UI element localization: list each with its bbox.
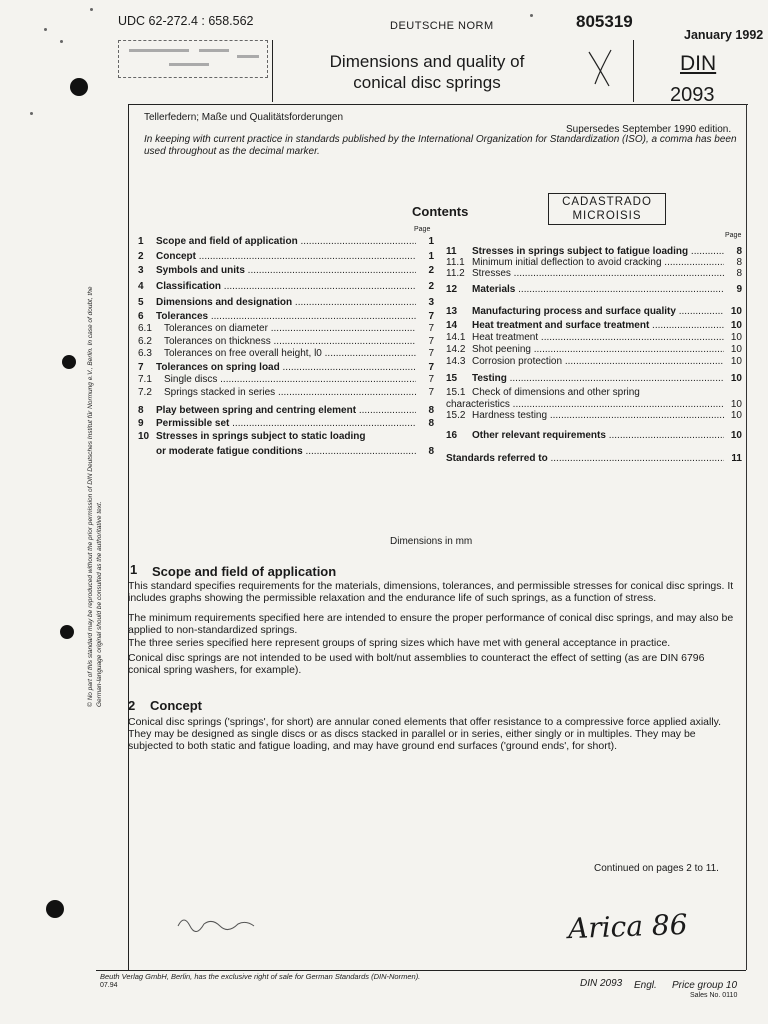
toc-entry-page: 10 [730,410,742,421]
toc-entry-page: 1 [428,251,434,262]
toc-entry-number: 7.2 [138,387,152,398]
toc-entry-title: Stresses ..... [472,268,724,279]
toc-entry-page: 7 [428,387,434,398]
toc-entry [446,399,742,410]
toc-entry-page: 7 [428,323,434,334]
toc-entry-number: 7 [138,362,144,373]
frame-line [746,104,747,970]
toc-entry [138,348,434,359]
toc-entry-title: or moderate fatigue conditions ..... [156,446,416,457]
toc-entry-title: Springs stacked in series ..... [164,387,416,398]
stamp-line1: CADASTRADO [562,196,652,208]
toc-entry-title: Standards referred to ..... [446,453,724,464]
section-1-paragraph: Conical disc springs are not intended to be used with bolt/nut assemblies to counteract the effect of setting (as are DIN 6796 conical spring washers, for example). [128,652,705,676]
toc-entry-title: Tolerances ..... [156,311,416,322]
document-title-line2: conical disc springs [353,73,501,92]
toc-entry [138,405,434,416]
toc-entry-page: 7 [428,374,434,385]
footer-language: Engl. [634,980,657,991]
section-2-number: 2 [128,698,136,713]
toc-entry-page: 10 [730,306,742,317]
toc-entry-title: Tolerances on thickness ..... [164,336,416,347]
toc-entry-number: 2 [138,251,144,262]
continued-note: Continued on pages 2 to 11. [594,863,719,874]
toc-entry-number: 9 [138,418,144,429]
din-label: DIN [680,52,717,75]
scan-speck [60,40,63,43]
footer-price-group: Price group 10 [672,980,738,991]
udc-code: UDC 62-272.4 : 658.562 [118,14,254,28]
toc-entry-title: Dimensions and designation ..... [156,297,416,308]
toc-entry-page: 1 [428,236,434,247]
toc-entry-page: 2 [428,281,434,292]
toc-entry [446,246,742,257]
toc-entry-number: 14.1 [446,332,466,343]
toc-entry-page: 8 [736,268,742,279]
toc-entry-number: 1 [138,236,144,247]
handwritten-signature: Arica 86 [567,907,689,946]
toc-entry-title: Tolerances on free overall height, l0 ..... [164,348,416,359]
toc-entry-title: Symbols and units ..... [156,265,416,276]
toc-entry-page: 10 [730,356,742,367]
toc-entry [138,431,434,442]
footer-din-ref: DIN 2093 [580,978,623,989]
toc-entry [446,306,742,317]
toc-entry-title: Play between spring and centring element ..... [156,405,416,416]
section-1-title: Scope and field of application [152,564,337,579]
publisher-note: Beuth Verlag GmbH, Berlin, has the exclusive right of sale for German Standards (DIN-Normen). [100,972,421,981]
scan-mark [60,625,74,639]
section-1-paragraph: This standard specifies requirements for the materials, dimensions, tolerances, and permissible stresses for conical disc springs. It includes graphs showing the permissible relaxation and the endurance life of such springs, as a function of stress. [128,580,734,604]
toc-entry [138,251,434,262]
toc-entry [446,410,742,421]
toc-entry-title: Minimum initial deflection to avoid cracking ..... [472,257,724,268]
toc-entry-page: 10 [730,332,742,343]
toc-entry-title: Classification ..... [156,281,416,292]
toc-entry-number: 8 [138,405,144,416]
toc-entry [446,356,742,367]
toc-entry-title: Tolerances on diameter ..... [164,323,416,334]
toc-entry-title: Heat treatment and surface treatment ..... [472,320,724,331]
toc-entry [138,265,434,276]
toc-entry-title: characteristics ..... [446,399,724,410]
scan-speck [30,112,33,115]
toc-entry-title: Concept ..... [156,251,416,262]
toc-entry-page: 7 [428,362,434,373]
toc-entry [446,320,742,331]
toc-entry-number: 7.1 [138,374,152,385]
scan-speck [90,8,93,11]
toc-entry-number: 15.1 [446,387,466,398]
punch-hole-top [70,78,88,96]
toc-entry-title: Heat treatment ..... [472,332,724,343]
copyright-side-note: © No part of this standard may be reproduced without the prior permission of DIN Deutsches Institut für Normung e.V., Berlin. In case of doubt, the German-language original should be consulted as the authoritative text. [87,286,103,707]
toc-entry-number: 6.1 [138,323,152,334]
toc-entry-number: 4 [138,281,144,292]
page-column-label: Page [414,226,431,233]
toc-entry-number: 15 [446,373,458,384]
toc-entry [446,373,742,384]
toc-entry [446,453,742,464]
toc-entry [446,284,742,295]
handwritten-cross-mark [585,48,615,90]
punch-hole-bottom [46,900,64,918]
toc-entry [138,446,434,457]
supersedes-note: Supersedes September 1990 edition. [566,124,732,135]
toc-entry-title: Corrosion protection ..... [472,356,724,367]
german-title: Tellerfedern; Maße und Qualitätsforderungen [144,112,344,123]
toc-entry-number: 6.3 [138,348,152,359]
scan-speck [530,14,533,17]
toc-entry-title: Testing ..... [472,373,724,384]
toc-entry-page: 8 [736,257,742,268]
din-number: 2093 [670,84,715,106]
toc-entry-number: 12 [446,284,458,295]
toc-entry-number: 6.2 [138,336,152,347]
toc-entry [446,430,742,441]
toc-entry-title: Stresses in springs subject to static loading [156,431,366,442]
toc-entry [138,323,434,334]
frame-line [128,104,748,105]
page-column-label: Page [725,232,742,239]
toc-entry-page: 10 [730,373,742,384]
toc-entry-title: Materials ..... [472,284,724,295]
toc-entry-title: Hardness testing ..... [472,410,724,421]
toc-entry [138,387,434,398]
frame-line [96,970,746,971]
toc-entry-page: 8 [428,418,434,429]
toc-entry [138,236,434,247]
toc-entry [446,332,742,343]
decimal-marker-note: In keeping with current practice in standards published by the International Organization for Standardization (ISO), a comma has been used throughout as the decimal marker. [144,134,737,157]
norm-label: DEUTSCHE NORM [390,20,494,32]
toc-entry [138,311,434,322]
toc-entry-title: Other relevant requirements ..... [472,430,724,441]
toc-entry-page: 7 [428,348,434,359]
toc-entry-title: Tolerances on spring load ..... [156,362,416,373]
toc-entry [138,374,434,385]
document-title-line1: Dimensions and quality of [329,52,525,71]
toc-entry-page: 8 [736,246,742,257]
section-1-paragraph: The three series specified here represent groups of spring sizes which have met with general acceptance in practice. [128,637,671,649]
scan-speck [44,28,47,31]
footer-code: 07.94 [100,982,118,989]
toc-entry-title: Manufacturing process and surface quality ..... [472,306,724,317]
toc-entry-page: 2 [428,265,434,276]
section-2-paragraph: Conical disc springs ('springs', for short) are annular coned elements that offer resistance to a compressive force applied axially. They may be designed as single discs or as discs stacked in parallel or in series, either singly or in multiples. They may be subjected to both static and fatigue loading, and may have ground end surfaces ('ground ends', for short). [128,716,722,752]
toc-entry-page: 7 [428,311,434,322]
frame-line [128,104,129,970]
toc-entry-number: 11.1 [446,257,465,268]
toc-entry [446,387,742,398]
handwritten-initials [176,912,266,935]
section-1-paragraph: The minimum requirements specified here are intended to ensure the proper performance of conical disc springs, and may also be applied to non-standardized springs. [128,612,734,636]
toc-entry-number: 15.2 [446,410,466,421]
toc-entry-number: 11.2 [446,268,465,279]
toc-entry-page: 10 [730,344,742,355]
toc-entry [138,418,434,429]
toc-entry-number: 16 [446,430,458,441]
toc-entry-page: 8 [428,446,434,457]
stamp-line2: MICROISIS [572,210,642,222]
toc-entry-number: 6 [138,311,144,322]
toc-entry-title: Shot peening ..... [472,344,724,355]
section-2-title: Concept [150,698,202,713]
toc-entry [446,344,742,355]
dimensions-note: Dimensions in mm [390,536,473,547]
contents-heading: Contents [412,204,469,219]
toc-entry-page: 7 [428,336,434,347]
section-1-number: 1 [130,562,138,577]
faded-stamp [118,40,268,78]
toc-entry-page: 10 [730,430,742,441]
toc-entry-page: 3 [428,297,434,308]
toc-entry-number: 14.3 [446,356,466,367]
toc-entry-number: 11 [446,246,457,257]
toc-entry-title: Permissible set ..... [156,418,416,429]
toc-entry-page: 10 [730,320,742,331]
document-number: 805319 [576,12,633,31]
toc-entry [138,297,434,308]
toc-entry-number: 5 [138,297,144,308]
toc-entry-number [138,446,156,457]
toc-entry-title: Stresses in springs subject to fatigue loading ..... [472,246,724,257]
toc-entry-title: Single discs ..... [164,374,416,385]
toc-entry [138,281,434,292]
toc-entry [138,336,434,347]
toc-entry-title: Scope and field of application ..... [156,236,416,247]
toc-entry-number: 3 [138,265,144,276]
toc-entry-page: 11 [731,453,742,464]
toc-entry [446,257,742,268]
toc-entry-number: 10 [138,431,150,442]
cadastro-stamp [548,193,666,225]
scan-mark [62,355,76,369]
toc-entry [446,268,742,279]
footer-sales-number: Sales No. 0110 [690,992,738,999]
toc-entry-number: 13 [446,306,458,317]
issue-date: January 1992 [684,28,764,42]
toc-entry-page: 9 [736,284,742,295]
toc-entry [138,362,434,373]
toc-entry-number: 14 [446,320,458,331]
toc-entry-page: 8 [428,405,434,416]
toc-entry-number: 14.2 [446,344,466,355]
toc-entry-title: Check of dimensions and other spring [472,387,640,398]
toc-entry-page: 10 [730,399,742,410]
